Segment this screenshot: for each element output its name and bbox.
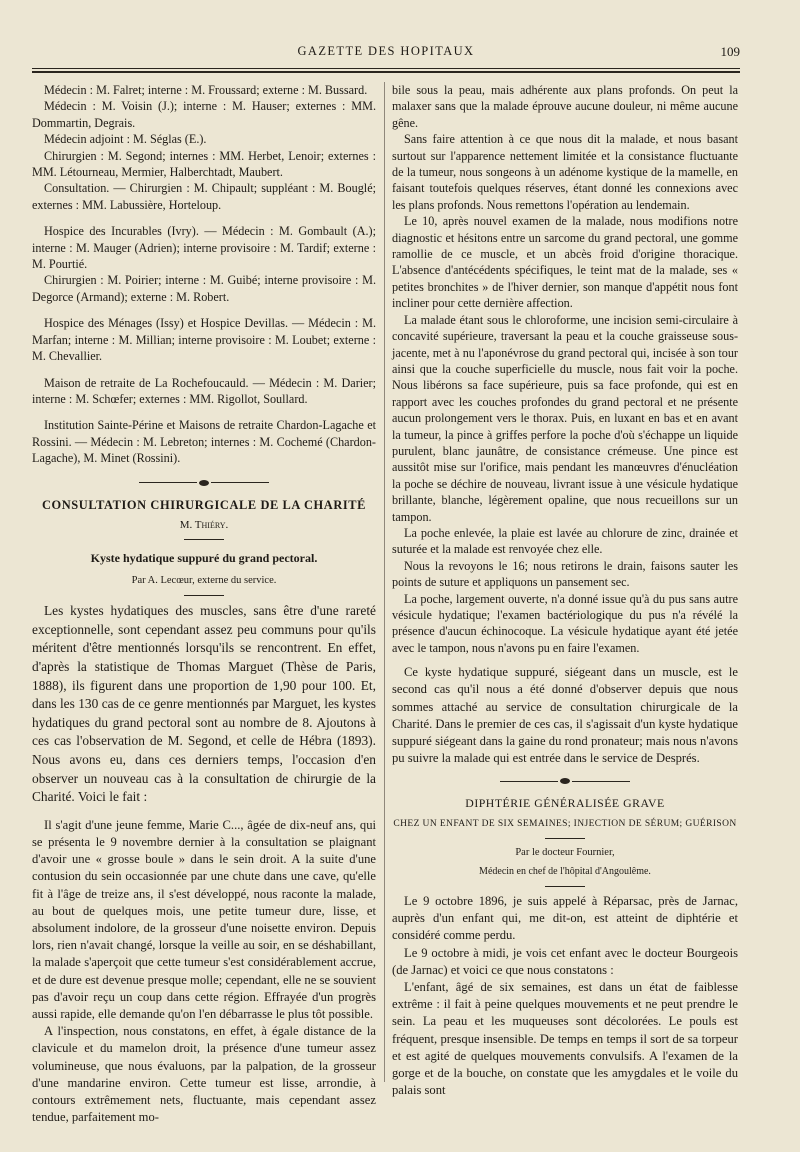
body-paragraph: bile sous la peau, mais adhérente aux plans profonds. On peut la malaxer sans que la malade éprouve aucune douleur, ni même aucune gêne.	[392, 83, 738, 130]
hospice-entry: Hospice des Ménages (Issy) et Hospice Devillas. — Médecin : M. Marfan; interne : M. Millian; interne provisoire : M. Loubet; externe : M. Chevallier.	[32, 316, 376, 364]
body-paragraph: La poche enlevée, la plaie est lavée au chlorure de zinc, drainée et suturée et la malade est renvoyée chez elle.	[392, 525, 738, 557]
section-chief: M. Thiéry.	[179, 518, 229, 531]
page-number: 109	[720, 44, 740, 59]
body-paragraph: La malade étant sous le chloroforme, une incision semi-circulaire à concavité supérieure, traversant la peau et la couche graisseuse sous-jacente, met à nu l'aponévrose du grand pectoral qui, incisée à son tour ainsi que la couche superficielle du muscle, nous fait voir la poche. Nous libérons sa face supérieure, puis sa face profonde, qui est en rapport avec les couches profondes du grand pectoral et ne présente aucun prolongement vers le thorax. Puis, en luxant en bas et en avant la tumeur, la pince à griffes perfore la poche d'où s'échappe un liquide purulent, blanc jaunâtre, de consistance crémeuse. Une pince est aussitôt mise sur l'orifice, mais pendant les manœuvres d'énucléation la poche se déchire de nouveau, livrant issue à une vésicule hydatique brillante, blanche, légèrement opaline, que nous recueillons sur un tampon.	[392, 312, 738, 524]
body-paragraph: Il s'agit d'une jeune femme, Marie C..., âgée de dix-neuf ans, qui se présenta le 9 novembre dernier à la consultation se plaignant d'avoir une « grosse boule » dans le sein droit. A la suite d'une contusion du sein occasionnée par une chute dans une cave, qu'elle fit à l'âge de treize ans, il s'est développé, nous raconte la malade, au bout de quelques mois, une petite tumeur dure, lisse, et absolument indolore, de la grosseur d'une noisette environ. Depuis lors, rien n'avait changé, lorsque la veille au soir, en se déshabillant, la malade s'aperçoit que cette tumeur s'est considérablement accrue, et de dure est devenue presque molle; cependant, elle ne se souvient pas d'avoir reçu un coup dans cette région. Effrayée d'un progrès aussi rapide, elle demande qu'on l'en débarrasse le plus tôt possible.	[32, 817, 376, 1021]
left-column	[32, 82, 376, 1126]
article-author: Par A. Lecœur, externe du service.	[131, 574, 277, 586]
ornament-divider	[500, 775, 630, 787]
staff-line: Chirurgien : M. Segond; internes : MM. Herbet, Lenoir; externes : MM. Létourneau, Mermier, Halberchtadt, Maubert.	[32, 148, 376, 180]
short-rule	[545, 886, 585, 887]
hospice-entry: Institution Sainte-Périne et Maisons de retraite Chardon-Lagache et Rossini. — Médecin : M. Lebreton; internes : M. Cochemé (Chardon-Lagache), M. Minet (Rossini).	[32, 418, 376, 466]
header-rule-thick	[32, 71, 740, 73]
case-subtitle: CHEZ UN ENFANT DE SIX SEMAINES; INJECTION DE SÉRUM; GUÉRISON	[393, 818, 737, 829]
short-rule	[545, 838, 585, 839]
hospice-entry: Hospice des Incurables (Ivry). — Médecin : M. Gombault (A.); interne : M. Mauger (Adrien); interne provisoire : M. Tardif; externe : M. Pourtié.	[32, 224, 376, 272]
staff-line: Consultation. — Chirurgien : M. Chipault; suppléant : M. Bouglé; externes : MM. Labussière, Horteloup.	[32, 181, 376, 212]
staff-line: Médecin adjoint : M. Séglas (E.).	[44, 132, 207, 147]
short-rule	[184, 539, 224, 540]
body-paragraph: Le 10, après nouvel examen de la malade, nous modifions notre diagnostic et hésitons entre un sarcome du grand pectoral, une gomme ramollie de ce muscle, et un abcès froid d'origine thoracique. L'absence d'antécédents spécifiques, le teint mat de la malade, ses « petites bronchites » de l'hiver dernier, son manque d'appétit nous font incliner pour cette dernière affection.	[392, 214, 738, 311]
body-paragraph: Le 9 octobre à midi, je vois cet enfant avec le docteur Bourgeois (de Jarnac) et voici ce que nous constatons :	[392, 945, 738, 977]
short-rule	[184, 595, 224, 596]
header-rule	[32, 68, 740, 69]
section-title: CONSULTATION CHIRURGICALE DE LA CHARITÉ	[41, 497, 367, 512]
article-title: Kyste hydatique suppuré du grand pectoral.	[90, 551, 318, 566]
journal-title: GAZETTE DES HOPITAUX	[297, 44, 475, 58]
staff-line: Médecin : M. Falret; interne : M. Froussard; externe : M. Bussard.	[44, 83, 368, 97]
body-paragraph: A l'inspection, nous constatons, en effet, à égale distance de la clavicule et du mamelon droit, la présence d'une tumeur assez volumineuse, que nous évaluons, par la palpation, de la grosseur d'une mandarine environ. Cette tumeur est lisse, arrondie, à contours extrêmement nets, fluctuante, mais cependant assez tendue, parfaitement mo-	[32, 1024, 376, 1125]
case-author: Par le docteur Fournier,	[515, 847, 615, 859]
ornament-divider	[139, 477, 269, 489]
body-paragraph: Nous la revoyons le 16; nous retirons le drain, faisons sauter les points de suture et appliquons un pansement sec.	[392, 558, 738, 590]
body-paragraph: Le 9 octobre 1896, je suis appelé à Réparsac, près de Jarnac, auprès d'un enfant qui, me dit-on, est atteint de diphtérie et considéré comme perdu.	[392, 894, 738, 943]
case-author-role: Médecin en chef de l'hôpital d'Angoulême.	[479, 865, 651, 877]
staff-line: Médecin : M. Voisin (J.); interne : M. Hauser; externes : MM. Dommartin, Degrais.	[32, 99, 376, 130]
body-paragraph: Ce kyste hydatique suppuré, siégeant dans un muscle, est le second cas qu'il nous a été donné d'observer depuis que nous sommes attaché au service de consultation chirurgicale de la Charité. Dans le premier de ces cas, il s'agissait d'un kyste hydatique suppuré siégeant dans la gaine du rond pronateur; mais nous n'avons pu suivre la malade qui est entrée dans le service de Després.	[392, 665, 738, 766]
body-paragraph: L'enfant, âgé de six semaines, est dans un état de faiblesse extrême : il fait à peine quelques mouvements et ne peut prendre le sein. La peau et les muqueuses sont décolorées. Le pouls est fréquent, presque insensible. De temps en temps il sort de sa torpeur et est agité de quelques mouvements convulsifs. A l'examen de la gorge et de la bouche, on constate que les amygdales et le voile du palais sont	[392, 980, 738, 1098]
body-paragraph: La poche, largement ouverte, n'a donné issue qu'à du pus sans autre vésicule hydatique; l'examen bactériologique du pus n'a révélé la présence d'aucun échinocoque. La vésicule hydatique ayant été jetée avec le tampon, nous n'avons pu en faire l'examen.	[392, 591, 738, 655]
case-title: DIPHTÉRIE GÉNÉRALISÉE GRAVE	[465, 796, 665, 811]
column-divider	[384, 82, 385, 1082]
body-paragraph: Sans faire attention à ce que nous dit la malade, et nous basant surtout sur l'apparence nettement limitée et la consistance fluctuante de la tumeur, nous songeons à un adénome kystique de la mamelle, en faisant toutefois quelques réserves, étant donné les connexions avec les plans profonds. Nous remettons l'opération au lendemain.	[392, 132, 738, 212]
staff-list	[32, 82, 376, 213]
hospice-entry: Chirurgien : M. Poirier; interne : M. Guibé; interne provisoire : M. Degorce (Armand); externe : M. Robert.	[32, 273, 376, 304]
hospice-entry: Maison de retraite de La Rochefoucauld. — Médecin : M. Darier; interne : M. Schœfer; externes : MM. Rigollot, Soullard.	[32, 375, 376, 406]
running-head	[32, 44, 740, 64]
right-column	[392, 82, 738, 1100]
body-paragraph: Les kystes hydatiques des muscles, sans être d'une rareté exceptionnelle, sont cependant assez peu communs pour qu'ils méritent d'être mentionnés lorsqu'ils se rencontrent. En effet, d'après la statistique de Thomas Marguet (Thèse de Paris, 1888), ils figurent dans une proportion de 1,90 pour 100. Et, dans les 130 cas de ce genre mentionnés par Marguet, les kystes hydatiques du grand pectoral sont au nombre de 8. Ajoutons à ces cas l'observation de M. Segond, et celle de Hébra (1893). Nous avons eu, dans ces derniers temps, l'occasion d'en observer un nouveau cas à la consultation de chirurgie de la Charité. Voici le fait :	[32, 603, 376, 805]
